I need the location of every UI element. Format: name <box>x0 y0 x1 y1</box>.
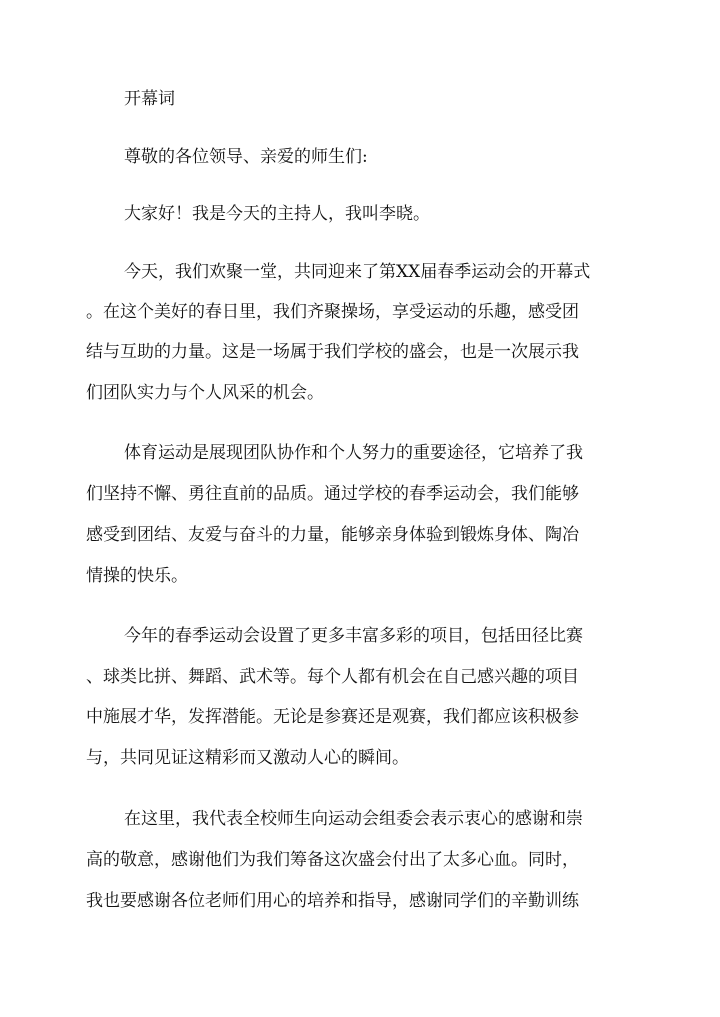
paragraph-line: 。在这个美好的春日里，我们齐聚操场，享受运动的乐趣，感受团 <box>86 302 579 322</box>
document-title: 开幕词 <box>124 89 175 109</box>
paragraph-line: 结与互助的力量。这是一场属于我们学校的盛会，也是一次展示我 <box>86 342 579 362</box>
paragraph-line: 、球类比拼、舞蹈、武术等。每个人都有机会在自己感兴趣的项目 <box>86 667 579 687</box>
paragraph-line: 们团队实力与个人风采的机会。 <box>86 383 324 403</box>
paragraph-line: 感受到团结、友爱与奋斗的力量，能够亲身体验到锻炼身体、陶冶 <box>86 525 579 545</box>
paragraph-line: 体育运动是展现团队协作和个人努力的重要途径，它培养了我 <box>124 443 583 463</box>
paragraph-line: 们坚持不懈、勇往直前的品质。通过学校的春季运动会，我们能够 <box>86 484 579 504</box>
paragraph-line: 今年的春季运动会设置了更多丰富多彩的项目，包括田径比赛 <box>124 626 583 646</box>
paragraph-line: 今天，我们欢聚一堂，共同迎来了第XX届春季运动会的开幕式 <box>124 262 591 282</box>
paragraph-line: 与，共同见证这精彩而又激动人心的瞬间。 <box>86 748 409 768</box>
paragraph-line: 情操的快乐。 <box>86 566 188 586</box>
salutation: 尊敬的各位领导、亲爱的师生们: <box>124 147 368 167</box>
paragraph-line: 在这里，我代表全校师生向运动会组委会表示衷心的感谢和崇 <box>124 809 583 829</box>
paragraph-line: 中施展才华，发挥潜能。无论是参赛还是观赛，我们都应该积极参 <box>86 707 579 727</box>
paragraph-line: 高的敬意，感谢他们为我们筹备这次盛会付出了太多心血。同时， <box>86 850 579 870</box>
paragraph-line: 我也要感谢各位老师们用心的培养和指导，感谢同学们的辛勤训练 <box>86 891 579 911</box>
greeting: 大家好！我是今天的主持人，我叫李晓。 <box>124 204 430 224</box>
